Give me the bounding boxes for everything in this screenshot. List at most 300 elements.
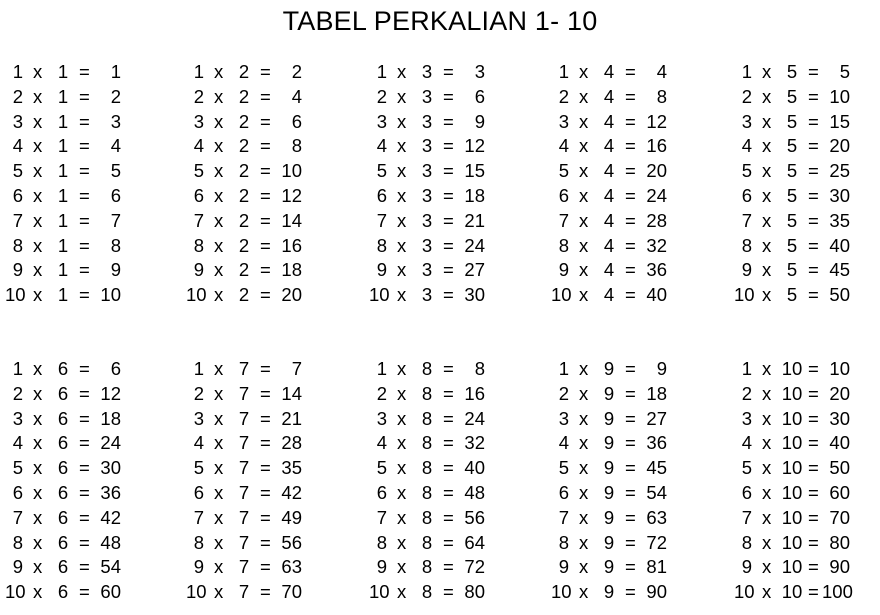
table-row [5,85,153,110]
equals-sign: = [443,457,454,479]
product: 2 [291,61,302,82]
product: 20 [281,284,302,306]
factor-a: 9 [193,259,204,281]
factor-b: 8 [421,432,433,454]
factor-b: 5 [786,85,798,107]
factor-b: 2 [238,259,250,281]
equals-sign: = [625,556,636,578]
table-row [186,209,334,234]
equals-sign: = [443,209,454,231]
times-sign: x [397,85,407,107]
equals-sign: = [443,481,454,503]
table-row [551,580,699,605]
factor-b: 7 [238,481,250,503]
table-row [186,481,334,506]
times-sign: x [762,481,772,503]
times-sign: x [762,556,772,578]
table-row [5,283,153,308]
factor-a: 5 [12,160,23,182]
product: 2 [110,85,121,107]
factor-a: 8 [12,234,23,256]
times-sign: x [579,382,589,404]
equals-sign: = [443,259,454,281]
equals-sign: = [443,358,454,379]
product: 21 [464,209,485,231]
factor-b: 10 [781,581,803,603]
product: 15 [829,110,850,132]
table-row [734,580,880,605]
table-row [5,382,153,407]
factor-b: 3 [421,85,433,107]
factor-b: 9 [603,382,615,404]
factor-a: 7 [558,506,569,528]
product: 42 [100,506,121,528]
factor-a: 10 [734,581,755,603]
table-row [186,60,334,85]
factor-b: 8 [421,457,433,479]
factor-b: 4 [603,85,615,107]
times-sign: x [214,209,224,231]
factor-a: 10 [551,581,572,603]
table-row [551,555,699,580]
factor-b: 3 [421,160,433,182]
product: 54 [100,556,121,578]
table-row [551,159,699,184]
product: 63 [646,506,667,528]
factor-b: 1 [57,259,69,281]
product: 24 [646,184,667,206]
factor-b: 3 [421,61,433,82]
factor-a: 8 [12,531,23,553]
times-sign: x [762,85,772,107]
factor-b: 3 [421,284,433,306]
table-row [369,506,517,531]
factor-b: 1 [57,284,69,306]
factor-a: 6 [12,184,23,206]
factor-a: 10 [551,284,572,306]
equals-sign: = [808,407,819,429]
times-sign: x [397,481,407,503]
factor-b: 6 [57,531,69,553]
product: 24 [464,234,485,256]
factor-b: 1 [57,160,69,182]
table-row [5,234,153,259]
times-sign: x [397,556,407,578]
table-row [369,283,517,308]
factor-a: 6 [558,184,569,206]
factor-a: 4 [558,135,569,157]
product: 24 [100,432,121,454]
times-table-1 [5,60,153,308]
table-row [186,283,334,308]
times-sign: x [397,531,407,553]
product: 48 [100,531,121,553]
table-row [369,456,517,481]
equals-sign: = [808,110,819,132]
equals-sign: = [79,457,90,479]
factor-b: 4 [603,234,615,256]
times-sign: x [214,531,224,553]
table-row [186,258,334,283]
factor-b: 2 [238,284,250,306]
times-sign: x [214,259,224,281]
product: 63 [281,556,302,578]
factor-b: 2 [238,160,250,182]
times-sign: x [214,160,224,182]
product: 28 [646,209,667,231]
equals-sign: = [260,457,271,479]
table-row [186,159,334,184]
times-sign: x [579,61,589,82]
table-row [186,531,334,556]
factor-b: 6 [57,556,69,578]
times-sign: x [762,234,772,256]
factor-a: 5 [376,457,387,479]
times-sign: x [33,61,43,82]
times-sign: x [214,110,224,132]
equals-sign: = [443,234,454,256]
product: 24 [464,407,485,429]
factor-a: 4 [12,135,23,157]
times-sign: x [214,234,224,256]
factor-b: 9 [603,481,615,503]
product: 4 [110,135,121,157]
times-sign: x [579,581,589,603]
times-sign: x [579,506,589,528]
table-row [734,60,880,85]
factor-a: 2 [12,85,23,107]
factor-a: 2 [193,85,204,107]
table-row [734,506,880,531]
table-row [5,258,153,283]
equals-sign: = [260,61,271,82]
factor-a: 3 [376,407,387,429]
times-sign: x [33,556,43,578]
product: 16 [281,234,302,256]
times-sign: x [397,209,407,231]
equals-sign: = [260,556,271,578]
factor-a: 7 [193,209,204,231]
product: 9 [110,259,121,281]
factor-b: 3 [421,184,433,206]
factor-a: 4 [558,432,569,454]
table-row [551,407,699,432]
table-row [186,382,334,407]
factor-a: 1 [12,358,23,379]
table-row [369,555,517,580]
equals-sign: = [625,284,636,306]
table-row [734,209,880,234]
times-sign: x [762,209,772,231]
equals-sign: = [625,209,636,231]
times-sign: x [762,382,772,404]
table-row [734,184,880,209]
factor-b: 2 [238,85,250,107]
factor-a: 3 [741,110,752,132]
equals-sign: = [443,382,454,404]
equals-sign: = [260,259,271,281]
table-row [369,481,517,506]
times-sign: x [579,531,589,553]
product: 8 [656,85,667,107]
factor-b: 9 [603,407,615,429]
table-row [551,209,699,234]
equals-sign: = [443,556,454,578]
times-sign: x [33,382,43,404]
equals-sign: = [260,135,271,157]
times-sign: x [33,284,43,306]
factor-b: 1 [57,61,69,82]
times-sign: x [33,160,43,182]
table-row [734,456,880,481]
factor-a: 3 [558,110,569,132]
product: 8 [291,135,302,157]
table-row [734,481,880,506]
product: 40 [829,432,850,454]
table-row [734,555,880,580]
factor-b: 6 [57,481,69,503]
times-sign: x [762,581,772,603]
equals-sign: = [808,506,819,528]
product: 40 [646,284,667,306]
product: 80 [829,531,850,553]
product: 90 [829,556,850,578]
factor-b: 9 [603,556,615,578]
equals-sign: = [808,85,819,107]
times-sign: x [397,110,407,132]
table-row [186,184,334,209]
equals-sign: = [260,506,271,528]
equals-sign: = [260,382,271,404]
factor-a: 10 [186,284,207,306]
equals-sign: = [808,234,819,256]
factor-b: 6 [57,432,69,454]
times-sign: x [762,184,772,206]
equals-sign: = [625,85,636,107]
times-table-10 [734,357,880,605]
times-sign: x [214,432,224,454]
table-row [186,110,334,135]
factor-b: 6 [57,506,69,528]
table-row [551,258,699,283]
times-sign: x [33,358,43,379]
product: 4 [656,61,667,82]
product: 32 [646,234,667,256]
factor-a: 9 [193,556,204,578]
times-sign: x [214,481,224,503]
table-row [186,134,334,159]
factor-a: 10 [186,581,207,603]
factor-a: 9 [376,259,387,281]
product: 50 [829,457,850,479]
equals-sign: = [79,259,90,281]
factor-a: 7 [376,506,387,528]
equals-sign: = [443,581,454,603]
equals-sign: = [625,259,636,281]
factor-a: 5 [741,160,752,182]
times-sign: x [762,160,772,182]
equals-sign: = [79,581,90,603]
factor-b: 8 [421,581,433,603]
product: 10 [829,85,850,107]
times-sign: x [214,358,224,379]
times-sign: x [33,259,43,281]
product: 81 [646,556,667,578]
factor-b: 7 [238,358,250,379]
times-sign: x [762,259,772,281]
factor-a: 3 [12,407,23,429]
equals-sign: = [79,506,90,528]
product: 27 [464,259,485,281]
factor-a: 7 [741,506,752,528]
times-sign: x [33,481,43,503]
times-sign: x [33,581,43,603]
factor-a: 6 [376,481,387,503]
factor-a: 10 [369,284,390,306]
times-table-8 [369,357,517,605]
equals-sign: = [808,457,819,479]
factor-a: 4 [376,135,387,157]
product: 12 [281,184,302,206]
factor-b: 7 [238,382,250,404]
times-sign: x [397,160,407,182]
equals-sign: = [625,358,636,379]
factor-a: 5 [193,457,204,479]
times-sign: x [762,407,772,429]
equals-sign: = [625,531,636,553]
times-sign: x [579,110,589,132]
factor-a: 5 [741,457,752,479]
factor-a: 3 [193,110,204,132]
factor-a: 9 [558,556,569,578]
product: 30 [829,184,850,206]
equals-sign: = [260,358,271,379]
factor-a: 8 [741,234,752,256]
times-sign: x [579,481,589,503]
factor-b: 8 [421,481,433,503]
factor-a: 4 [376,432,387,454]
factor-b: 8 [421,506,433,528]
times-sign: x [33,407,43,429]
product: 64 [464,531,485,553]
times-sign: x [762,284,772,306]
times-sign: x [762,531,772,553]
table-row [551,85,699,110]
factor-b: 10 [781,481,803,503]
product: 10 [100,284,121,306]
times-sign: x [397,234,407,256]
equals-sign: = [808,581,819,603]
table-row [551,134,699,159]
equals-sign: = [79,358,90,379]
product: 50 [829,284,850,306]
equals-sign: = [260,284,271,306]
equals-sign: = [260,407,271,429]
equals-sign: = [625,184,636,206]
equals-sign: = [443,284,454,306]
product: 35 [829,209,850,231]
factor-b: 4 [603,61,615,82]
times-table-6 [5,357,153,605]
factor-a: 1 [376,61,387,82]
factor-b: 5 [786,209,798,231]
factor-b: 2 [238,61,250,82]
equals-sign: = [625,110,636,132]
table-row [5,184,153,209]
equals-sign: = [808,358,819,379]
factor-a: 6 [558,481,569,503]
table-row [186,506,334,531]
factor-a: 8 [376,234,387,256]
factor-b: 6 [57,407,69,429]
factor-a: 1 [741,358,752,379]
factor-b: 5 [786,234,798,256]
times-sign: x [214,407,224,429]
equals-sign: = [808,184,819,206]
times-sign: x [397,457,407,479]
equals-sign: = [443,531,454,553]
times-sign: x [579,358,589,379]
table-row [551,110,699,135]
times-sign: x [579,284,589,306]
product: 36 [100,481,121,503]
times-sign: x [397,432,407,454]
product: 3 [474,61,485,82]
factor-b: 9 [603,531,615,553]
table-row [369,431,517,456]
table-row [551,357,699,382]
equals-sign: = [808,160,819,182]
times-sign: x [214,581,224,603]
table-row [5,506,153,531]
factor-a: 7 [741,209,752,231]
factor-a: 2 [741,85,752,107]
product: 6 [474,85,485,107]
factor-a: 2 [376,85,387,107]
times-sign: x [762,61,772,82]
product: 7 [110,209,121,231]
factor-a: 2 [376,382,387,404]
product: 72 [646,531,667,553]
factor-b: 9 [603,457,615,479]
table-row [5,580,153,605]
factor-b: 4 [603,284,615,306]
factor-b: 8 [421,358,433,379]
equals-sign: = [260,110,271,132]
times-sign: x [33,432,43,454]
product: 72 [464,556,485,578]
times-sign: x [762,432,772,454]
table-row [734,134,880,159]
factor-b: 4 [603,160,615,182]
factor-b: 4 [603,209,615,231]
product: 30 [829,407,850,429]
times-sign: x [762,506,772,528]
factor-a: 9 [741,556,752,578]
product: 25 [829,160,850,182]
table-row [551,531,699,556]
table-row [734,357,880,382]
times-sign: x [762,457,772,479]
product: 9 [656,358,667,379]
product: 18 [281,259,302,281]
product: 5 [110,160,121,182]
factor-b: 1 [57,184,69,206]
product: 20 [646,160,667,182]
table-row [551,456,699,481]
factor-b: 4 [603,259,615,281]
factor-b: 1 [57,135,69,157]
